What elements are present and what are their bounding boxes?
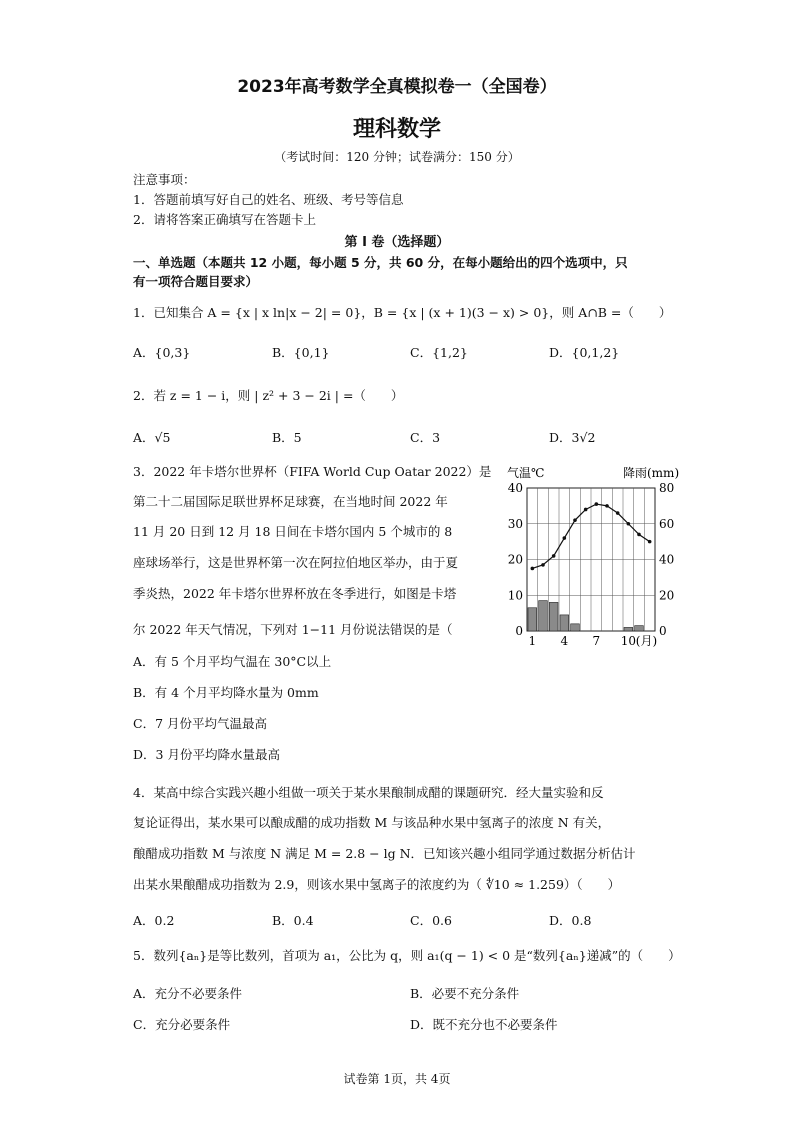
q4-option-c[interactable]: C．0.6 — [410, 913, 452, 928]
temperature-point — [637, 533, 641, 537]
page-footer: 试卷第 1页，共 4页 — [343, 1072, 451, 1086]
question-3-stem-line: 11 月 20 日到 12 月 18 日间在卡塔尔国内 5 个城市的 8 — [133, 524, 453, 539]
right-tick-label: 40 — [659, 552, 675, 567]
q1-option-c[interactable]: C．{1,2} — [410, 345, 468, 360]
exam-info: （考试时间：120 分钟；试卷满分：150 分） — [274, 150, 520, 164]
temperature-point — [531, 567, 535, 571]
question-3-stem-line: 第二十二届国际足联世界杯足球赛，在当地时间 2022 年 — [133, 494, 448, 509]
q5-option-c[interactable]: C．充分必要条件 — [133, 1017, 231, 1032]
q1-option-d[interactable]: D．{0,1,2} — [549, 345, 620, 360]
question-3-stem-line: 尔 2022 年天气情况，下列对 1−11 月份说法错误的是（ — [133, 622, 453, 637]
section-instructions: 一、单选题（本题共 12 小题，每小题 5 分，共 60 分，在每小题给出的四个选项中，只 — [133, 255, 628, 270]
q3-option-c[interactable]: C．7 月份平均气温最高 — [133, 716, 267, 731]
question-4-stem-line: 4．某高中综合实践兴趣小组做一项关于某水果酿制成醋的课题研究．经大量实验和反 — [133, 785, 604, 800]
question-3-stem-line: 座球场举行，这是世界杯第一次在阿拉伯地区举办，由于夏 — [133, 555, 459, 570]
q2-option-a[interactable]: A．√5 — [133, 430, 171, 445]
q2-option-d[interactable]: D．3√2 — [549, 430, 596, 445]
q4-option-b[interactable]: B．0.4 — [272, 913, 314, 928]
q4-option-d[interactable]: D．0.8 — [549, 913, 592, 928]
x-tick-label: 1 — [528, 634, 537, 648]
climate-chart — [505, 455, 685, 655]
q5-option-a[interactable]: A．充分不必要条件 — [133, 986, 243, 1001]
q1-option-b[interactable]: B．{0,1} — [272, 345, 330, 360]
q3-option-d[interactable]: D．3 月份平均降水量最高 — [133, 747, 280, 762]
temperature-point — [627, 522, 631, 526]
rainfall-bar — [571, 624, 580, 631]
notes-heading: 注意事项： — [133, 172, 196, 187]
temperature-point — [552, 554, 556, 558]
section-title: 第 I 卷（选择题） — [344, 235, 450, 250]
x-unit-label: (月) — [635, 634, 658, 648]
q3-option-b[interactable]: B．有 4 个月平均降水量为 0mm — [133, 685, 319, 700]
rainfall-bar — [635, 626, 644, 631]
temperature-point — [648, 540, 652, 544]
subject-title: 理科数学 — [352, 117, 441, 142]
right-tick-label: 80 — [659, 481, 675, 495]
left-tick-label: 30 — [507, 516, 523, 531]
q5-option-d[interactable]: D．既不充分也不必要条件 — [410, 1017, 558, 1032]
rainfall-bar — [560, 615, 569, 631]
question-1-stem: 1．已知集合 A = {x | x ln|x − 2| = 0}，B = {x | (x + 1)(3 − x) > 0}，则 A∩B =（ ） — [133, 305, 672, 320]
q5-option-b[interactable]: B．必要不充分条件 — [410, 986, 520, 1001]
right-tick-label: 60 — [659, 516, 675, 531]
temperature-point — [595, 502, 599, 506]
rainfall-bar — [549, 602, 558, 631]
question-3-stem-line: 3．2022 年卡塔尔世界杯（FIFA World Cup Oatar 2022）是 — [133, 464, 492, 479]
temperature-point — [605, 504, 609, 508]
q2-option-b[interactable]: B．5 — [272, 430, 302, 445]
question-5-stem: 5．数列{aₙ}是等比数列，首项为 a₁，公比为 q，则 a₁(q − 1) < 0 是“数列{aₙ}递减”的（ ） — [133, 948, 681, 963]
section-instructions: 有一项符合题目要求） — [133, 274, 259, 289]
rainfall-bar — [624, 627, 633, 631]
left-axis-label: 气温℃ — [507, 466, 545, 480]
temperature-point — [563, 536, 567, 540]
x-tick-label: 7 — [592, 634, 601, 648]
temperature-point — [616, 511, 620, 515]
right-tick-label: 0 — [659, 624, 667, 638]
rainfall-bar — [539, 601, 548, 631]
temperature-point — [573, 518, 577, 522]
x-tick-label: 4 — [560, 634, 569, 648]
temperature-point — [584, 508, 588, 512]
question-4-stem-line: 复论证得出，某水果可以酿成醋的成功指数 M 与该品种水果中氢离子的浓度 N 有关， — [133, 815, 611, 830]
q1-option-a[interactable]: A．{0,3} — [133, 345, 191, 360]
question-2-stem: 2．若 z = 1 − i，则 | z² + 3 − 2i | =（ ） — [133, 388, 404, 403]
exam-title: 2023年高考数学全真模拟卷一（全国卷） — [237, 77, 557, 97]
question-3-stem-line: 季炎热，2022 年卡塔尔世界杯放在冬季进行，如图是卡塔 — [133, 586, 457, 601]
left-tick-label: 20 — [507, 552, 523, 567]
q4-option-a[interactable]: A．0.2 — [133, 913, 175, 928]
note-item: 1．答题前填写好自己的姓名、班级、考号等信息 — [133, 192, 404, 207]
left-tick-label: 0 — [515, 624, 523, 638]
x-tick-label: 10 — [620, 634, 636, 648]
right-tick-label: 20 — [659, 588, 675, 603]
rainfall-bar — [528, 608, 537, 631]
temperature-point — [541, 563, 545, 567]
q3-option-a[interactable]: A．有 5 个月平均气温在 30°C以上 — [133, 654, 332, 669]
right-axis-label: 降雨(mm) — [623, 466, 680, 480]
question-4-stem-line: 出某水果酿醋成功指数为 2.9，则该水果中氢离子的浓度约为（ ∜10 ≈ 1.259）（ ） — [133, 877, 621, 892]
note-item: 2．请将答案正确填写在答题卡上 — [133, 212, 316, 227]
q2-option-c[interactable]: C．3 — [410, 430, 441, 445]
question-4-stem-line: 酿醋成功指数 M 与浓度 N 满足 M = 2.8 − lg N．已知该兴趣小组同学通过数据分析估计 — [133, 846, 636, 861]
left-tick-label: 10 — [507, 588, 523, 603]
left-tick-label: 40 — [507, 481, 523, 495]
